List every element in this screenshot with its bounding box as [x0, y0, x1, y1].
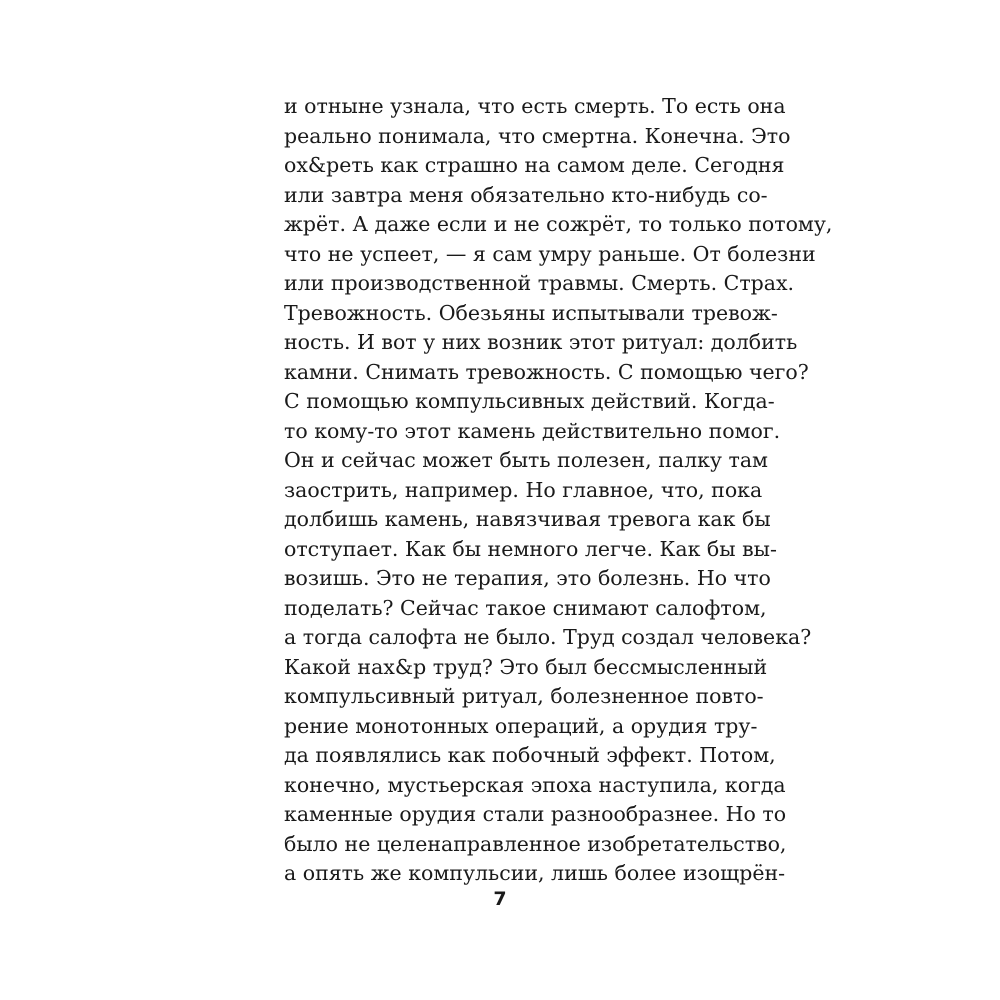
- text-line: камни. Снимать тревожность. С помощью чего?: [284, 359, 809, 384]
- text-line: С помощью компульсивных действий. Когда-: [284, 389, 775, 413]
- body-text: [284, 92, 833, 889]
- text-line: Тревожность. Обезьяны испытывали тревож-: [284, 300, 778, 325]
- text-line: рение монотонных операций, а орудия тру-: [284, 713, 758, 738]
- text-line: заострить, например. Но главное, что, пока: [284, 477, 763, 502]
- text-line: конечно, мустьерская эпоха наступила, когда: [284, 772, 786, 797]
- text-line: да появлялись как побочный эффект. Потом,: [284, 743, 776, 767]
- text-line: а тогда салофта не было. Труд создал человека?: [284, 625, 812, 649]
- text-line: возишь. Это не терапия, это болезнь. Но что: [284, 566, 771, 590]
- text-line: а опять же компульсии, лишь более изощрён-: [284, 861, 786, 885]
- text-line: было не целенаправленное изобретательство,: [284, 831, 787, 856]
- text-line: реально понимала, что смертна. Конечна. Это: [284, 123, 791, 148]
- text-line: компульсивный ритуал, болезненное повто-: [284, 684, 764, 708]
- text-line: то кому-то этот камень действительно помог.: [284, 418, 781, 443]
- text-line: ох&реть как страшно на самом деле. Сегодня: [284, 153, 785, 177]
- text-line: или завтра меня обязательно кто-нибудь со-: [284, 182, 768, 207]
- text-line: каменные орудия стали разнообразнее. Но то: [284, 802, 787, 826]
- text-line: и отныне узнала, что есть смерть. То есть она: [284, 94, 786, 118]
- text-line: или производственной травмы. Смерть. Страх.: [284, 271, 795, 295]
- page-number: 7: [493, 888, 507, 910]
- text-line: жрёт. А даже если и не сожрёт, то только потому,: [284, 212, 833, 236]
- text-line: отступает. Как бы немного легче. Как бы вы-: [284, 536, 777, 561]
- text-line: ность. И вот у них возник этот ритуал: долбить: [284, 330, 798, 354]
- text-line: Он и сейчас может быть полезен, палку там: [284, 448, 769, 472]
- text-line: Какой нах&р труд? Это был бессмысленный: [284, 654, 768, 679]
- text-line: поделать? Сейчас такое снимают салофтом,: [284, 595, 767, 620]
- text-line: долбишь камень, навязчивая тревога как бы: [284, 507, 771, 531]
- text-line: что не успеет, — я сам умру раньше. От болезни: [284, 241, 816, 266]
